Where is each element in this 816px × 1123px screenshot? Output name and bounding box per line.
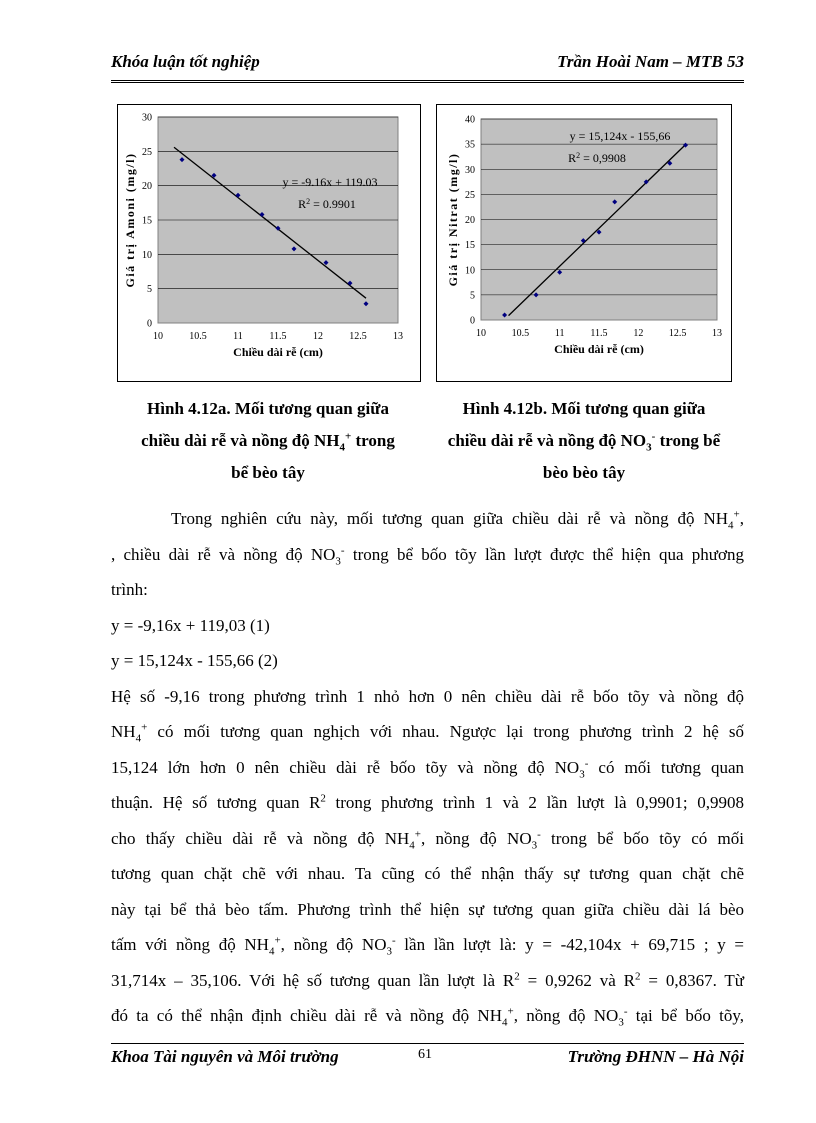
superscript: - [623, 1005, 628, 1018]
subscript: 4 [268, 945, 275, 958]
text-run: 15,124 lớn hơn 0 nên chiều dài rễ bốo tõy và nồng độ NO [111, 757, 580, 777]
subscript: 4 [135, 732, 142, 745]
x-tick-label: 10 [153, 331, 163, 342]
text-run: , nồng độ NO [280, 935, 387, 954]
body-line: này tại bể thả bèo tấm. Phương trình thể hiện sự tương quan giữa chiều dài lá bèo [111, 899, 744, 919]
footer-right: Trường ĐHNN – Hà Nội [567, 1047, 744, 1066]
y-tick-label: 40 [465, 114, 475, 126]
y-tick-label: 0 [470, 315, 475, 327]
text-run: cho thấy chiều dài rễ và nồng độ NH [111, 828, 410, 848]
body-line [111, 963, 744, 999]
y-tick-label: 35 [465, 139, 475, 151]
y-tick-label: 15 [465, 240, 475, 252]
caption-b-line2 [424, 425, 744, 457]
caption-b-line2-post: trong bể [655, 431, 721, 450]
y-tick-label: 5 [470, 290, 475, 302]
chart-4-12b-svg [437, 105, 731, 381]
r2-label: $R^2 = 0.9901$ [298, 196, 356, 211]
x-tick-label: 10 [476, 328, 486, 339]
y-tick-label: 10 [142, 249, 152, 261]
body-line [111, 785, 744, 821]
body-line: tương quan chặt chẽ với nhau. Ta cũng có thể nhận thấy sự tương quan chặt chẽ [111, 864, 744, 883]
caption-a-sub: 4 [339, 441, 345, 454]
text-run: 31,714x – 35,106. Với hệ số tương quan lần lượt là R [111, 970, 515, 990]
body-line [111, 537, 744, 573]
y-tick-label: 25 [465, 189, 475, 201]
x-tick-label: 11.5 [590, 328, 608, 339]
equation-label: y = -9.16x + 119.03 [282, 175, 378, 189]
body-line [111, 714, 744, 750]
x-tick-label: 12.5 [349, 331, 367, 342]
body-line: Trong nghiên cứu này, mối tương quan giữa chiều dài rễ và nồng độ $NH_4^+$, [171, 508, 744, 532]
text-run: NH [111, 722, 136, 741]
text-run: , nồng độ NO [421, 828, 532, 848]
subscript: 3 [579, 767, 585, 780]
caption-a-line1: Hình 4.12a. Mối tương quan giữa [147, 399, 389, 418]
superscript: 2 [634, 969, 641, 982]
text-run: tại bể bốo tõy, [627, 1006, 745, 1025]
caption-a-line3: bể bèo tây [231, 463, 305, 482]
text-run: trong phương trình 1 và 2 lần lượt là 0,9901; 0,9908 [325, 793, 744, 812]
x-tick-label: 13 [712, 328, 722, 339]
page-number: 61 [418, 1047, 432, 1062]
y-tick-label: 0 [147, 318, 152, 330]
x-tick-label: 13 [393, 331, 403, 342]
superscript: - [391, 934, 396, 947]
x-tick-label: 11 [554, 328, 565, 339]
x-tick-label: 11.5 [269, 331, 287, 342]
header-rule [111, 80, 744, 83]
superscript: - [537, 827, 541, 840]
equation-2: y = 15,124x - 155,66 (2) [111, 651, 278, 670]
footer-rule [111, 1043, 744, 1044]
subscript: 3 [531, 838, 538, 851]
body-line [111, 927, 744, 963]
body-line: trình: [111, 580, 148, 599]
caption-b-line2-text: chiều dài rễ và nồng độ NO [447, 431, 647, 450]
superscript: 2 [320, 792, 326, 805]
superscript: + [274, 934, 281, 947]
y-tick-label: 20 [465, 215, 475, 226]
caption-b-sup: - [651, 430, 656, 443]
chart-4-12a [117, 104, 421, 382]
equation-label: y = 15,124x - 155,66 [569, 129, 671, 143]
caption-b-line1: Hình 4.12b. Mối tương quan giữa [462, 399, 706, 418]
footer-left: Khoa Tài nguyên và Môi trường [111, 1047, 339, 1066]
chart-4-12a-svg [118, 105, 420, 381]
y-tick-label: 5 [147, 284, 152, 296]
x-tick-label: 10.5 [189, 331, 207, 342]
text-run: có mối tương quan [588, 757, 744, 777]
body-line [111, 821, 744, 857]
header-left: Khóa luận tốt nghiệp [111, 52, 260, 71]
superscript: - [340, 543, 345, 556]
y-tick-label: 30 [465, 164, 475, 176]
y-tick-label: 25 [142, 146, 152, 158]
x-tick-label: 10.5 [511, 328, 530, 339]
text-run: Trong nghiên cứu này, mối tương quan giữa chiều dài rễ và nồng độ NH [171, 509, 729, 528]
text-run: , chiều dài rễ và nồng độ NO [111, 544, 336, 564]
subscript: 4 [728, 519, 734, 532]
caption-b-sub: 3 [646, 441, 652, 454]
text-run: lần lần lượt là: y = -42,104x + 69,715 ; y = [395, 935, 744, 954]
subscript: 4 [409, 838, 415, 851]
caption-a-sup: + [344, 430, 352, 443]
caption-a-line2 [113, 425, 423, 457]
caption-a-line2-post: trong [351, 431, 395, 450]
body-line [111, 750, 744, 786]
text-run: có mối tương quan nghịch với nhau. Ngược lại trong phương trình 2 hệ số [147, 722, 744, 741]
superscript: 2 [514, 969, 520, 982]
y-tick-label: 10 [465, 265, 475, 277]
body-text [111, 501, 744, 1034]
caption-4-12b [424, 393, 744, 489]
text-run: thuận. Hệ số tương quan R [111, 793, 321, 812]
text-run: tấm với nồng độ NH [111, 935, 269, 954]
x-tick-label: 11 [233, 331, 243, 342]
y-axis-label: Giá trị Amoni (mg/l) [123, 152, 137, 288]
text-run: = 0,9262 và R [519, 970, 635, 990]
caption-b-line3: bèo bèo tây [542, 463, 626, 482]
subscript: 4 [502, 1016, 508, 1029]
y-tick-label: 15 [142, 215, 152, 227]
y-tick-label: 20 [142, 181, 152, 193]
r2-label: $R^2 = 0,9908$ [568, 150, 626, 165]
x-tick-label: 12 [633, 328, 644, 339]
superscript: + [414, 827, 422, 840]
caption-a-line2-text: chiều dài rễ và nồng độ NH [141, 431, 340, 450]
text-run: = 0,8367. Từ [640, 970, 744, 990]
superscript: + [507, 1005, 514, 1018]
superscript: + [141, 721, 148, 734]
y-tick-label: 30 [142, 112, 152, 124]
subscript: 3 [618, 1016, 624, 1029]
subscript: 3 [386, 945, 392, 958]
text-run: trong bể bốo tõy có mối [540, 828, 744, 848]
header-right: Trần Hoài Nam – MTB 53 [557, 52, 744, 71]
text-run: trong bể bốo tõy lần lượt được thể hiện qua phương [344, 544, 744, 564]
text-run: đó ta có thể nhận định chiều dài rễ và nồng độ NH [111, 1006, 502, 1025]
x-axis-label: Chiều dài rễ (cm) [233, 345, 323, 359]
x-axis-label: Chiều dài rễ (cm) [554, 342, 644, 356]
superscript: + [733, 508, 740, 521]
text-run: , nồng độ NO [513, 1006, 619, 1025]
superscript: - [584, 756, 589, 769]
subscript: 3 [335, 554, 341, 567]
x-tick-label: 12.5 [668, 328, 687, 339]
body-line [111, 998, 744, 1034]
x-tick-label: 12 [313, 331, 323, 342]
equation-1: y = -9,16x + 119,03 (1) [111, 615, 270, 635]
body-line: Hệ số -9,16 trong phương trình 1 nhỏ hơn 0 nên chiều dài rễ bốo tõy và nồng độ [111, 686, 744, 706]
caption-4-12a [113, 393, 423, 489]
chart-4-12b [436, 104, 732, 382]
y-axis-label: Giá trị Nitrat (mg/l) [446, 152, 460, 287]
